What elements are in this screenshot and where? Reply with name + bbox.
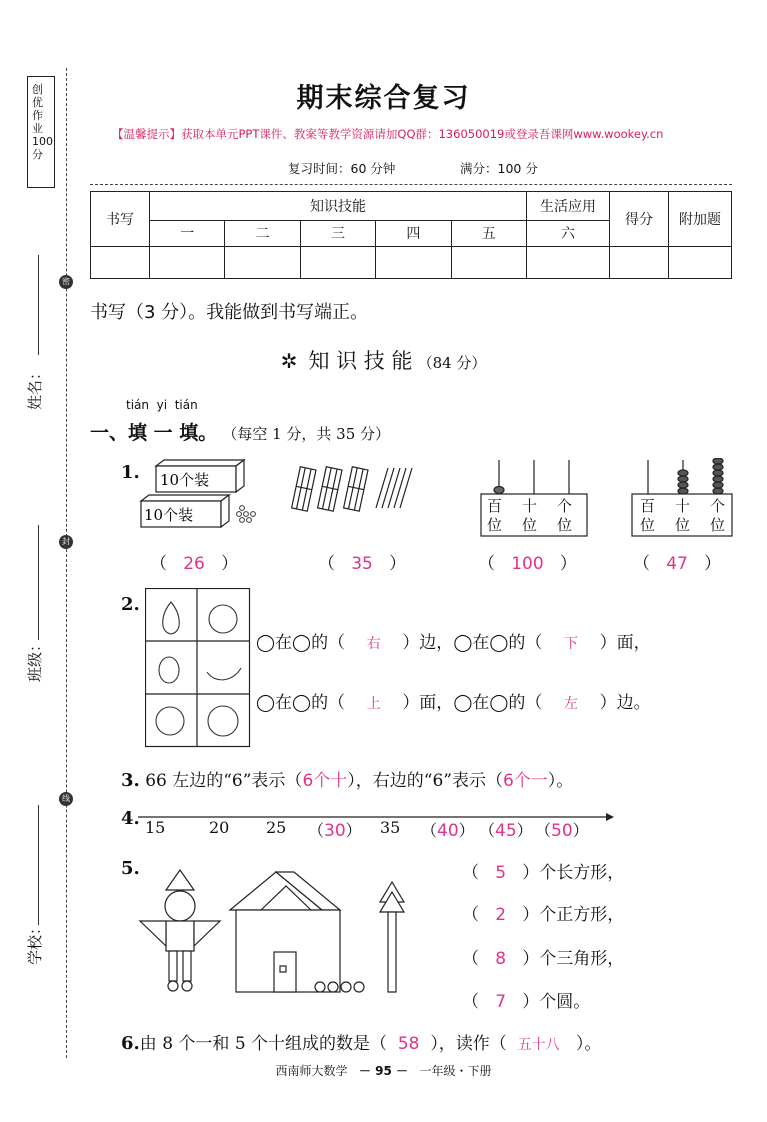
strawberry-icon: ◯ (292, 693, 312, 713)
apple-icon: ◯ (256, 633, 276, 653)
q1-answer-3-slot: （ 100 ） (478, 554, 577, 574)
q1-answer-4[interactable]: 47 (666, 554, 688, 574)
abacus-label-ones: 个 (557, 497, 573, 515)
banana-icon (207, 668, 241, 680)
q1-answer-3[interactable]: 100 (511, 554, 544, 574)
q6-answer-2[interactable]: 五十八 (517, 1037, 560, 1053)
seal-mi: 密 (59, 275, 73, 289)
q3-line: 3. 66 左边的“6”表示（6个十），右边的“6”表示（6个一）。 (121, 770, 574, 791)
q5-row-4: （ 7 ）个圆。 (462, 992, 591, 1012)
th-writing: 书写 (91, 192, 150, 247)
q3-answer-2[interactable]: 6个一 (502, 771, 548, 791)
section-title: 知 识 技 能 (308, 349, 413, 373)
score-cell[interactable] (225, 246, 300, 278)
th-score: 得分 (610, 192, 669, 247)
abacus-label-ones: 个 (710, 497, 726, 515)
abacus-label-hundreds: 百 (640, 497, 656, 515)
strawberry-icon: ◯ (453, 693, 473, 713)
q6-number: 6. (121, 1033, 140, 1054)
q4-number: 4. (121, 808, 140, 829)
pear-icon: ◯ (489, 633, 509, 653)
q4-answer-3[interactable]: 45 (495, 821, 517, 841)
tick-label: 35 (380, 818, 401, 837)
q1-answer-4-slot: （ 47 ） (633, 554, 722, 574)
q4-answer-2[interactable]: 40 (437, 821, 459, 841)
q5-answer-4[interactable]: 7 (495, 992, 507, 1012)
section-heading (0, 345, 767, 375)
abacus-sub: 位 (487, 516, 503, 534)
triangle-shape (166, 870, 194, 890)
q2-answer-2[interactable]: 下 (564, 636, 578, 652)
stamp-text: 创优作业100分 (32, 83, 53, 161)
q1-number: 1. (121, 462, 140, 483)
fruit-grid (145, 588, 251, 748)
page-title: 期末综合复习 (296, 83, 471, 114)
score-cell[interactable] (451, 246, 526, 278)
apple-icon (209, 605, 237, 633)
box-label-top: 10个装 (160, 471, 210, 489)
seal-feng: 封 (59, 535, 73, 549)
q2-answer-3[interactable]: 上 (366, 696, 381, 712)
q3-answer-1[interactable]: 6个十 (302, 771, 348, 791)
footer-grade: 一年级・下册 (419, 1064, 492, 1078)
seal-xian: 线 (59, 792, 73, 806)
q5-row-1: （ 5 ）个长方形， (462, 863, 625, 883)
pinyin: tián yi tián (126, 398, 198, 412)
shapes-figure (136, 868, 416, 996)
binding-line (66, 68, 67, 1058)
abacus-sub: 位 (640, 516, 656, 534)
flower-icon: ✲ (280, 349, 298, 373)
q5-row-3: （ 8 ）个三角形， (462, 949, 625, 969)
tick-label: 25 (266, 818, 287, 837)
th-col-6: 六 (527, 221, 610, 246)
q3-number: 3. (121, 770, 140, 791)
tick-label: 15 (145, 818, 166, 837)
th-application: 生活应用 (527, 192, 610, 221)
full-score: 满分：100 分 (460, 161, 538, 176)
review-time: 复习时间：60 分钟 (288, 161, 396, 176)
footer-publisher: 西南师大数学 (275, 1064, 348, 1078)
score-cell[interactable] (610, 246, 669, 278)
score-table (90, 191, 732, 279)
q2-number: 2. (121, 594, 140, 615)
th-col-2: 二 (225, 221, 300, 246)
score-cell[interactable] (150, 246, 225, 278)
abacus-sub: 位 (557, 516, 573, 534)
q5-answer-1[interactable]: 5 (495, 863, 507, 883)
q2-answer-1[interactable]: 右 (366, 636, 381, 652)
part1-heading (90, 418, 390, 445)
q6-answer-1[interactable]: 58 (397, 1034, 420, 1054)
q2-line-1: ◯在◯的（ 右 ）边，◯在◯的（ 下 ）面， (256, 633, 651, 653)
part1-note: （每空 1 分，共 35 分） (222, 425, 391, 443)
abacus-sub: 位 (522, 516, 538, 534)
strawberry-icon (156, 707, 184, 735)
th-knowledge: 知识技能 (150, 192, 527, 221)
q1-answer-2-slot: （ 35 ） (318, 554, 407, 574)
pear-icon (163, 602, 180, 634)
class-line (38, 525, 39, 640)
q1-answer-1-slot: （ 26 ） (150, 554, 239, 574)
class-label: 班级： (26, 636, 44, 682)
q1-answer-2[interactable]: 35 (351, 554, 373, 574)
abacus-label-tens: 十 (675, 497, 691, 515)
page-number: － 95 － (358, 1064, 409, 1078)
part1-title: 一、填 一 填。 (90, 422, 218, 444)
name-label: 姓名： (26, 364, 44, 410)
th-col-1: 一 (150, 221, 225, 246)
pomegranate-icon: ◯ (489, 693, 509, 713)
abacus-sub: 位 (710, 516, 726, 534)
box-label-bottom: 10个装 (144, 506, 194, 524)
q2-line-2: ◯在◯的（ 上 ）面，◯在◯的（ 左 ）边。 (256, 693, 651, 713)
abacus-label-hundreds: 百 (487, 497, 503, 515)
pineapple-icon: ◯ (453, 633, 473, 653)
name-line (38, 255, 39, 355)
school-line (38, 805, 39, 925)
header-divider (90, 184, 732, 185)
pineapple-icon (159, 657, 179, 683)
q4-answer-1[interactable]: 30 (324, 821, 346, 841)
stick-bundles (292, 467, 412, 511)
q2-answer-4[interactable]: 左 (564, 696, 578, 712)
q6-line: 6.由 8 个一和 5 个十组成的数是（ 58 ），读作（ 五十八 ）。 (121, 1033, 602, 1054)
tip-text: 【温馨提示】获取本单元PPT课件、教案等教学资源请加QQ群：136050019或登录吾课网www.wookey.cn (112, 127, 664, 141)
circle-shape (165, 891, 195, 921)
th-col-5: 五 (451, 221, 526, 246)
score-cell[interactable] (300, 246, 375, 278)
footer (0, 1062, 767, 1079)
abacus-sub: 位 (675, 516, 691, 534)
school-label: 学校： (26, 919, 44, 965)
q5-answer-3[interactable]: 8 (495, 949, 507, 969)
score-cell[interactable] (669, 246, 732, 278)
th-col-3: 三 (300, 221, 375, 246)
writing-line: 书写（3 分）。我能做到书写端正。 (90, 302, 369, 323)
th-bonus: 附加题 (669, 192, 732, 247)
th-col-4: 四 (376, 221, 451, 246)
loose-dots (237, 506, 256, 523)
pomegranate-icon (208, 706, 238, 736)
abacus-label-tens: 十 (522, 497, 538, 515)
q1-answer-1[interactable]: 26 (183, 554, 205, 574)
q4-answer-4[interactable]: 50 (551, 821, 573, 841)
q5-row-2: （ 2 ）个正方形， (462, 905, 625, 925)
score-cell[interactable] (91, 246, 150, 278)
section-points: （84 分） (417, 354, 487, 372)
square-shape (166, 921, 194, 951)
q5-answer-2[interactable]: 2 (495, 905, 507, 925)
pear-icon: ◯ (292, 633, 312, 653)
q5-number: 5. (121, 858, 140, 879)
pineapple-icon: ◯ (256, 693, 276, 713)
number-line-ticks: 15 20 25 （30） 35 （40） （45） （50） (145, 818, 589, 841)
tick-label: 20 (209, 818, 230, 837)
score-cell[interactable] (527, 246, 610, 278)
score-cell[interactable] (376, 246, 451, 278)
